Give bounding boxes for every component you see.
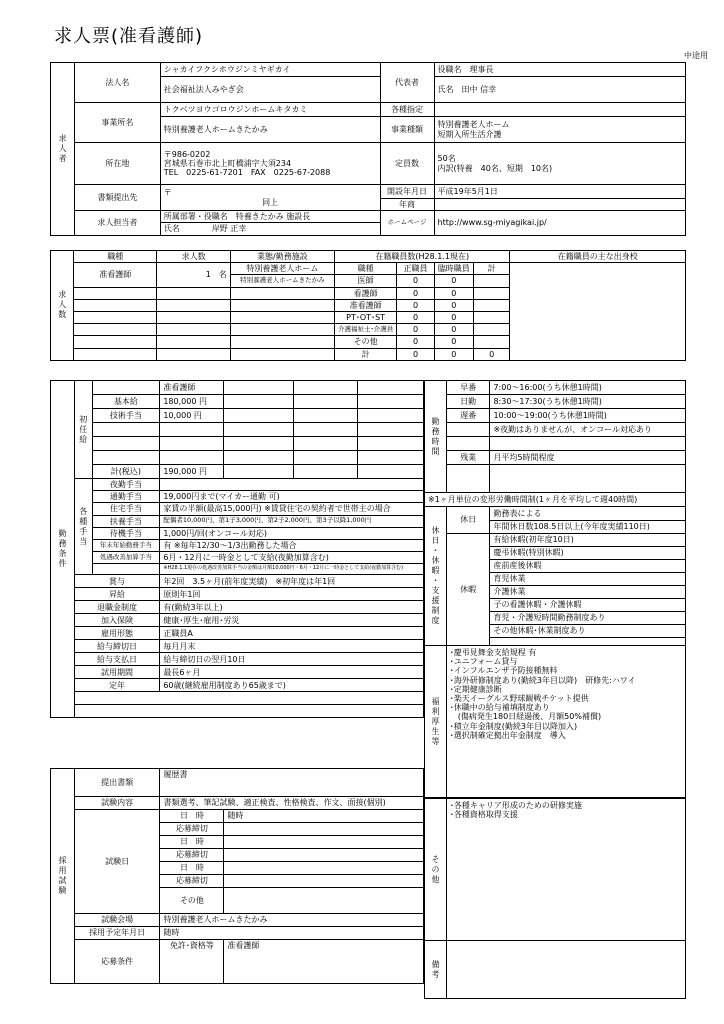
office-name-label: 事業所名: [74, 103, 160, 143]
days-off-1: 勤務表による: [490, 507, 686, 521]
leave-item: 慶弔休暇(特別休暇): [490, 547, 686, 560]
allowance-value: 家賃の半額(最高15,000円) ※賃貸住宅の契約者で世帯主の場合: [160, 503, 424, 515]
exam-section-label: 採用試験: [51, 769, 75, 984]
benefits-list: [446, 646, 685, 798]
facility-2: 特別養護老人ホームきたかみ: [230, 275, 334, 287]
staff-row-regular: 0: [397, 275, 435, 287]
other-list: [446, 799, 685, 941]
leave-item: 産前産後休暇: [490, 560, 686, 573]
staff-row-name: 准看護師: [334, 299, 396, 311]
venue-label: 試験会場: [74, 914, 160, 927]
allowance-label: 住宅手当: [92, 503, 160, 515]
exam-date-header: 日 時: [160, 862, 224, 875]
payday-label: 給与支払日: [74, 653, 160, 666]
hours-section-label: 勤務時間: [425, 381, 447, 493]
oncall-note: ※夜勤はありませんが、オンコール対応あり: [490, 423, 686, 437]
office-name-kana: トクベツヨウゴロウジンホームキタカミ: [160, 103, 380, 117]
leave-item: 育児・介護短時間勤務制度あり: [490, 612, 686, 625]
designation-label: 各種指定: [380, 103, 434, 117]
employer-section-label: 求人者: [51, 63, 75, 236]
venue: 特別養護老人ホームきたかみ: [160, 914, 424, 927]
facility-header: 業態/勤務施設: [230, 251, 334, 263]
staff-row-regular: 0: [397, 287, 435, 299]
staff-row-name: 看護師: [334, 287, 396, 299]
rep-title: 役職名 理事長: [434, 63, 685, 77]
cutoff: 毎月月末: [160, 640, 424, 653]
rep-name: 氏名 田中 信幸: [434, 77, 685, 103]
leave-label: 休暇: [446, 534, 490, 646]
staff-row-temp: 0: [434, 311, 473, 323]
business-type-label: 事業種類: [380, 117, 434, 143]
staff-total-all: 0: [473, 348, 510, 360]
leave-item: その他休暇･休業制度あり: [490, 625, 686, 638]
other-section-label: その他: [425, 799, 447, 941]
benefit-item: ･休職中の給与補填制度あり: [449, 703, 550, 713]
hours-table: [424, 380, 686, 798]
allowance-label: 夜勤手当: [92, 479, 160, 491]
capacity: 50名 内訳(特養 40名、短期 10名): [434, 143, 685, 185]
allowance-label: 年末年始勤務手当: [92, 539, 160, 551]
allowance-label: 処遇改善加算手当: [92, 552, 160, 564]
retirement: 有(勤続3年以上): [160, 601, 424, 614]
staff-row-regular: 0: [397, 311, 435, 323]
benefit-item: ･慶弔見舞金支給規程 有: [449, 648, 537, 657]
bonus: 年2回 3.5ヶ月(前年度実績) ※初年度は年1回: [160, 575, 424, 588]
payday: 給与締切日の翌月10日: [160, 653, 424, 666]
exam-table: [50, 768, 424, 984]
other-item: ･各種キャリア形成のための研修実施: [449, 801, 582, 810]
staff-row-temp: 0: [434, 275, 473, 287]
allowance-label: 待機手当: [92, 527, 160, 539]
allowance-value: 6月・12月に一時金として支給(夜勤加算含む): [160, 552, 424, 564]
staff-count-header: 在籍職員数(H28.1.1現在): [334, 251, 509, 263]
benefit-item: ･ユニフォーム貸与: [449, 657, 518, 667]
deadline-label: 応募締切: [160, 823, 224, 836]
staff-total-temp: 0: [434, 348, 473, 360]
staff-row-temp: 0: [434, 324, 473, 336]
staff-row-name: PT･OT･ST: [334, 311, 396, 323]
leave-item: 子の看護休暇・介護休暇: [490, 599, 686, 612]
staff-total-header: 計: [473, 263, 510, 275]
address-label: 所在地: [74, 143, 160, 185]
remarks: [446, 941, 685, 999]
days-off-2: 年間休日数108.5日以上(今年度実績110日): [490, 521, 686, 534]
hire-date-label: 採用予定年月日: [74, 927, 160, 940]
employment-type: 正職員A: [160, 627, 424, 640]
leave-item: 介護休業: [490, 586, 686, 599]
staff-row-temp: 0: [434, 336, 473, 348]
days-off-label: 休日: [446, 507, 490, 534]
staff-row-temp: 0: [434, 287, 473, 299]
license: 准看護師: [224, 940, 424, 984]
benefit-item: ･定期健康診断: [449, 684, 502, 694]
openings-section-label: 求人数: [51, 251, 74, 361]
allowance-value: 1,000円/回(オンコール対応): [160, 527, 424, 539]
retirement-age: 60歳(継続雇用制度あり65歳まで): [160, 679, 424, 692]
staff-row-name: 介護福祉士･介護員: [334, 324, 396, 336]
recruiter-dept: 所属部署・役職名 特養きたかみ 施設長: [160, 211, 380, 223]
exam-date-header: 日 時: [160, 836, 224, 849]
documents: 履歴書: [160, 769, 424, 797]
allowance-label: 通勤手当: [92, 491, 160, 503]
leave-item: 育児休業: [490, 573, 686, 586]
base-pay: 180,000 円: [160, 395, 224, 409]
base-pay-label: 基本給: [92, 395, 160, 409]
founded-label: 開設年月日: [380, 185, 434, 199]
employer-table: [50, 62, 686, 236]
license-label: 免許･資格等: [160, 940, 224, 984]
staff-total-label: 計: [334, 348, 396, 360]
staff-row-regular: 0: [397, 324, 435, 336]
job-type: 准看護師: [74, 263, 157, 287]
exam-date: 随時: [224, 810, 424, 823]
capacity-label: 定員数: [380, 143, 434, 185]
page-title: 求人票(准看護師): [54, 26, 204, 47]
exam-content: 書類選考、筆記試験、適正検査、性格検査、作文、面接(個別): [160, 797, 424, 810]
retirement-label: 退職金制度: [74, 601, 160, 614]
shift-hours: 7:00～16:00(うち休憩1時間): [490, 381, 686, 395]
business-type: 特別養護老人ホーム 短期入所生活介護: [434, 117, 685, 143]
allowance-value: 配偶者10,000円、第1子3,000円、第2子2,000円、第3子以降1,000円: [160, 515, 424, 527]
revenue-label: 年商: [380, 199, 434, 211]
allowance-value: 19,000円まで(マイカー通勤 可): [160, 491, 424, 503]
other-item: ･各種資格取得支援: [449, 810, 518, 820]
corp-name-label: 法人名: [74, 63, 160, 103]
allowances-label: 各種手当: [74, 479, 92, 575]
insurance: 健康･厚生･雇用･労災: [160, 614, 424, 627]
recruiter-name: 氏名 岸野 正幸: [160, 223, 380, 235]
benefit-item: ･インフルエンザ予防接種無料: [449, 666, 558, 676]
submission-label: 書類提出先: [74, 185, 160, 211]
probation: 最長6ヶ月: [160, 666, 424, 679]
probation-label: 試用期間: [74, 666, 160, 679]
insurance-label: 加入保険: [74, 614, 160, 627]
address: 〒986-0202 宮城県石巻市北上町橋浦字大須234 TEL 0225-61-7201 FAX 0225-67-2088: [160, 143, 380, 185]
shift-hours: 8:30～17:30(うち休憩1時間): [490, 395, 686, 409]
retirement-age-label: 定年: [74, 679, 160, 692]
employment-type-label: 雇用形態: [74, 627, 160, 640]
total-pay-label: 計(税込): [92, 465, 160, 479]
staff-row-regular: 0: [397, 336, 435, 348]
allowance-label: 扶養手当: [92, 515, 160, 527]
exam-content-label: 試験内容: [74, 797, 160, 810]
benefit-item: ･積立年金制度(勤続3年目以降加入): [449, 721, 578, 731]
exam-date-label: 試験日: [74, 810, 160, 914]
skill-allowance-label: 技術手当: [92, 409, 160, 423]
facility-1: 特別養護老人ホーム: [230, 263, 334, 275]
benefit-item: (傷病発生180日経過後、月額50%補償): [449, 712, 602, 722]
staff-regular-header: 正職員: [397, 263, 435, 275]
skill-allowance: 10,000 円: [160, 409, 224, 423]
total-pay: 190,000 円: [160, 465, 224, 479]
mid-career-tag: 中途用: [684, 51, 708, 60]
recruiter-label: 求人担当者: [74, 211, 160, 235]
homepage-label: ホームページ: [380, 211, 434, 235]
allowance-note: ※H28.1.1現在の処遇改善加算手当の金額は月額10,000円・6月・12月に一時金として支給(夜勤加算含む): [160, 564, 424, 575]
shift-label: 早番: [446, 381, 490, 395]
cutoff-label: 給与締切日: [74, 640, 160, 653]
openings-count: 1 名: [157, 263, 230, 287]
job-type-header: 職種: [74, 251, 157, 263]
shift-label: 遅番: [446, 409, 490, 423]
alma-mater-header: 在籍職員の主な出身校: [510, 251, 686, 263]
deadline-label: 応募締切: [160, 849, 224, 862]
remarks-section-label: 備考: [425, 941, 447, 999]
staff-row-regular: 0: [397, 299, 435, 311]
exam-date-header: 日 時: [160, 810, 224, 823]
staff-row-temp: 0: [434, 299, 473, 311]
staff-row-name: 医師: [334, 275, 396, 287]
shift-label: 日勤: [446, 395, 490, 409]
pay-job-type: 准看護師: [160, 381, 224, 395]
corp-name: 社会福祉法人みやぎ会: [160, 77, 380, 103]
holiday-section-label: 休日・休暇・支援制度: [425, 507, 447, 646]
raise: 原則年1回: [160, 588, 424, 601]
shift-hours: 10:00～19:00(うち休憩1時間): [490, 409, 686, 423]
allowance-value: 有 ※毎年12/30～1/3出勤務した場合: [160, 539, 424, 551]
other-label: その他: [160, 888, 224, 914]
benefit-item: ･楽天イーグルス野球観戦チケット提供: [449, 693, 589, 703]
overtime: 月平均5時間程度: [490, 451, 686, 465]
flex-hours-note: ※1ヶ月単位の変形労働時間制(1ヶ月を平均して週40時間): [425, 493, 686, 507]
deadline-label: 応募締切: [160, 875, 224, 888]
office-name: 特別養護老人ホームきたかみ: [160, 117, 380, 143]
hire-date: 随時: [160, 927, 424, 940]
conditions-section-label: 勤務条件: [51, 381, 75, 718]
homepage-url: http://www.sg-miyagikai.jp/: [434, 211, 685, 235]
raise-label: 昇給: [74, 588, 160, 601]
allowance-value: [160, 479, 424, 491]
salary-table: [50, 380, 424, 718]
openings-count-header: 求人数: [157, 251, 230, 263]
openings-table: [50, 250, 686, 361]
corp-name-kana: シャカイフクシホウジンミヤギカイ: [160, 63, 380, 77]
representative-label: 代表者: [380, 63, 434, 103]
staff-total-regular: 0: [397, 348, 435, 360]
founded: 平成19年5月1日: [434, 185, 685, 199]
staff-temp-header: 臨時職員: [434, 263, 473, 275]
benefit-item: ･海外研修制度あり(勤続3年目以降) 研修先:ハワイ: [449, 675, 636, 685]
benefit-item: ･選択制確定拠出年金制度 導入: [449, 730, 566, 740]
overtime-label: 残業: [446, 451, 490, 465]
submission-address: 〒 同上: [160, 185, 380, 211]
starting-pay-label: 初任給: [74, 381, 92, 479]
requirements-label: 応募条件: [74, 940, 160, 984]
staff-row-name: その他: [334, 336, 396, 348]
leave-item: 有給休暇(初年度10日): [490, 534, 686, 547]
bonus-label: 賞与: [74, 575, 160, 588]
other-table: [424, 798, 686, 999]
documents-label: 提出書類: [74, 769, 160, 797]
benefits-section-label: 福利厚生等: [425, 646, 447, 798]
staff-job-header: 職種: [334, 263, 396, 275]
